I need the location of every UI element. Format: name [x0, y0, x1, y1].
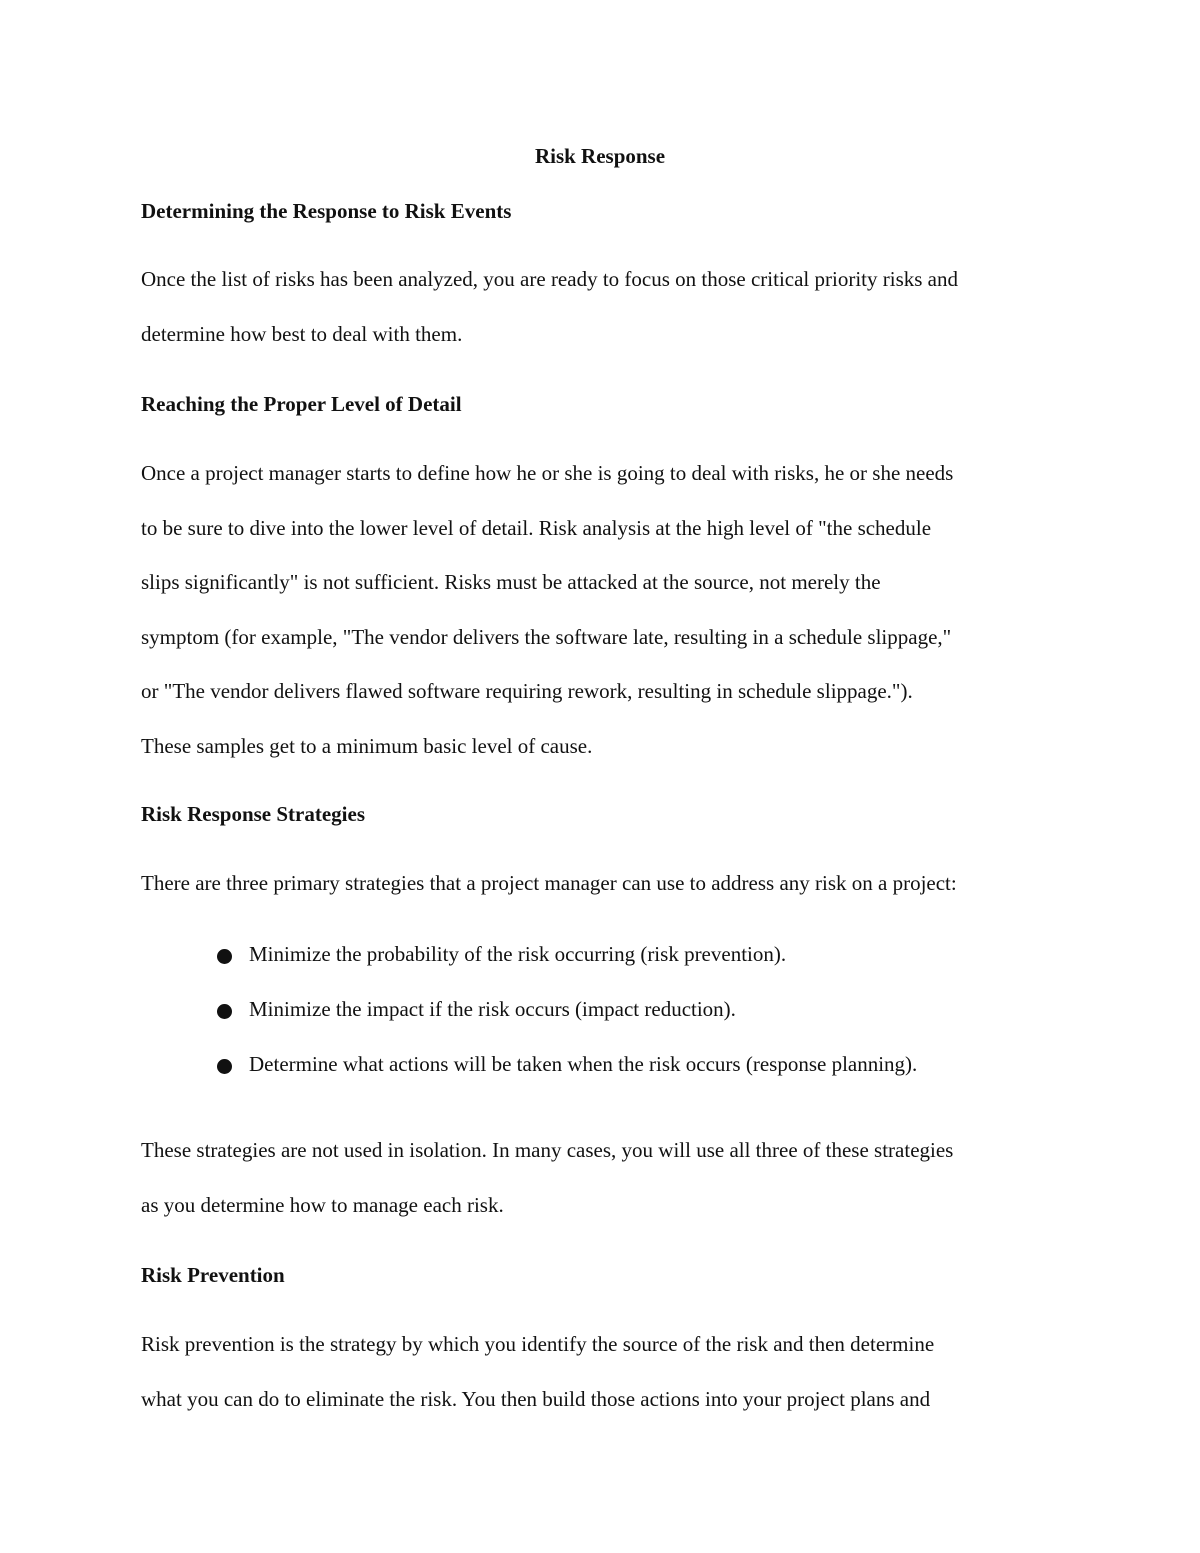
bullet-icon	[217, 1059, 232, 1074]
strategy-bullet-list	[0, 937, 1000, 1102]
paragraph-line: These strategies are not used in isolation. In many cases, you will use all three of these strategies	[141, 1138, 954, 1162]
paragraph-risk-prevention	[141, 1317, 1071, 1426]
section-heading-risk-prevention: Risk Prevention	[141, 1263, 285, 1287]
paragraph-line: slips significantly" is not sufficient. Risks must be attacked at the source, not merely the	[141, 570, 881, 594]
bullet-text: Minimize the impact if the risk occurs (impact reduction).	[249, 997, 736, 1021]
paragraph-line: what you can do to eliminate the risk. You then build those actions into your project plans and	[141, 1386, 931, 1411]
section-heading-level-of-detail: Reaching the Proper Level of Detail	[141, 392, 462, 416]
paragraph-response-strategies-intro	[141, 856, 1071, 911]
section-heading-response-strategies: Risk Response Strategies	[141, 802, 365, 826]
paragraph-line: or "The vendor delivers flawed software requiring rework, resulting in schedule slippage.").	[141, 679, 913, 703]
paragraph-strategies-not-isolated	[141, 1123, 1071, 1232]
document-title: Risk Response	[534, 144, 666, 168]
paragraph-level-of-detail	[141, 446, 1071, 773]
paragraph-line: Once a project manager starts to define how he or she is going to deal with risks, he or she needs	[141, 461, 954, 485]
paragraph-line: to be sure to dive into the lower level of detail. Risk analysis at the high level of "the schedule	[141, 515, 932, 540]
paragraph-determining-response	[141, 252, 1071, 361]
list-item	[0, 937, 1000, 992]
paragraph-line: Risk prevention is the strategy by which you identify the source of the risk and then determine	[141, 1332, 935, 1356]
paragraph-line: symptom (for example, "The vendor delivers the software late, resulting in a schedule slippage,"	[141, 624, 952, 649]
section-heading-determining-response: Determining the Response to Risk Events	[141, 199, 512, 223]
paragraph-line: These samples get to a minimum basic level of cause.	[141, 733, 593, 758]
paragraph-line: There are three primary strategies that a project manager can use to address any risk on a project:	[141, 871, 957, 895]
bullet-icon	[217, 949, 232, 964]
list-item	[0, 992, 1000, 1047]
bullet-icon	[217, 1004, 232, 1019]
bullet-text: Determine what actions will be taken when the risk occurs (response planning).	[249, 1052, 918, 1076]
list-item	[0, 1047, 1000, 1102]
paragraph-line: determine how best to deal with them.	[141, 321, 463, 346]
paragraph-line: Once the list of risks has been analyzed, you are ready to focus on those critical priority risks and	[141, 267, 959, 291]
paragraph-line: as you determine how to manage each risk.	[141, 1192, 504, 1217]
bullet-text: Minimize the probability of the risk occurring (risk prevention).	[249, 942, 787, 966]
